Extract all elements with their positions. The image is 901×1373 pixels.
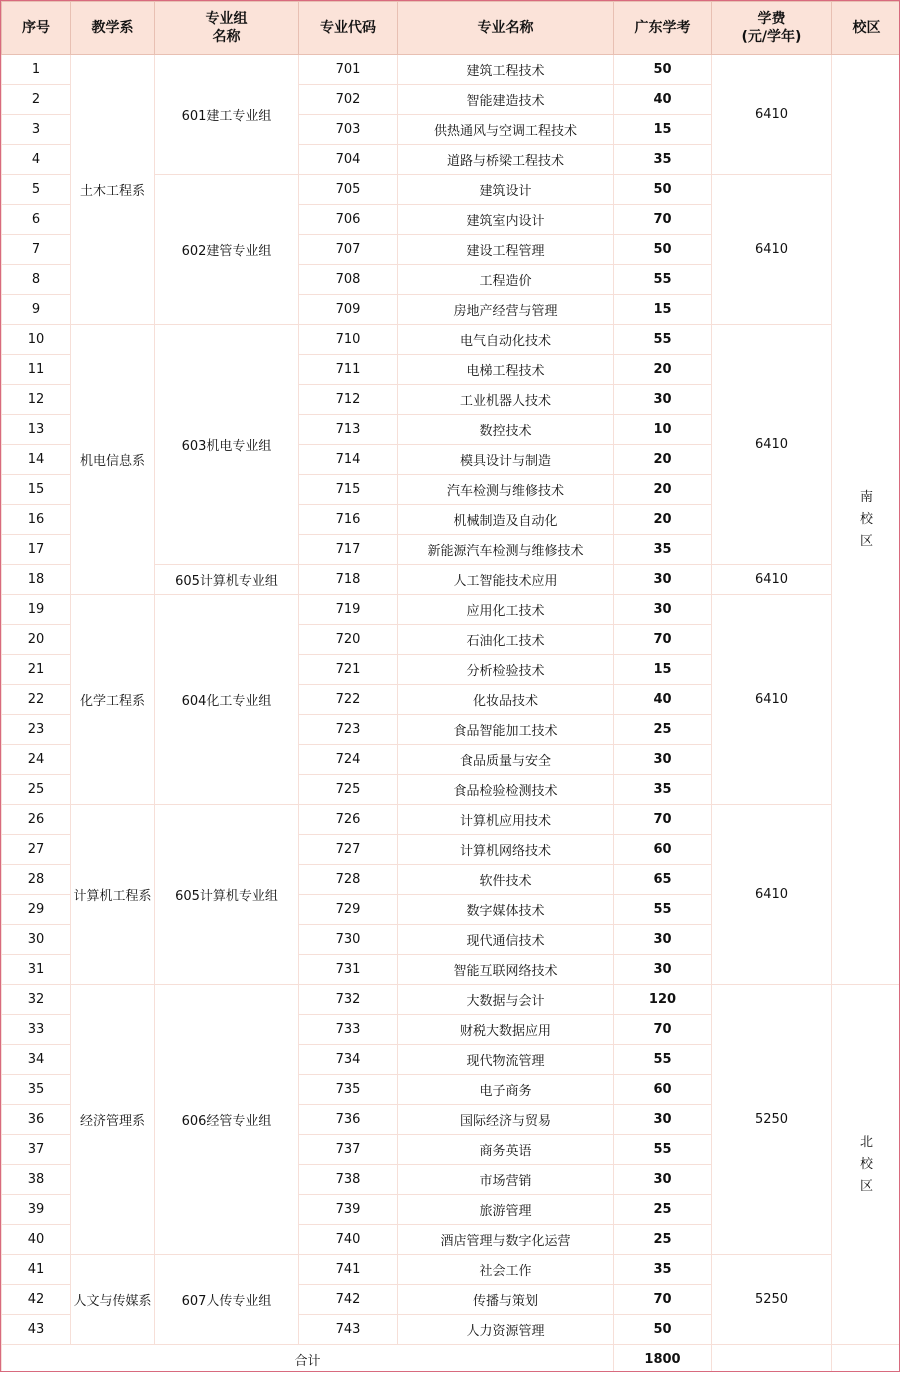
cell-code: 734	[299, 1045, 398, 1075]
cell-quota: 25	[614, 715, 712, 745]
cell-seq: 14	[2, 445, 71, 475]
cell-seq: 18	[2, 565, 71, 595]
cell-code: 715	[299, 475, 398, 505]
cell-code: 704	[299, 145, 398, 175]
cell-code: 739	[299, 1195, 398, 1225]
cell-code: 702	[299, 85, 398, 115]
cell-seq: 30	[2, 925, 71, 955]
cell-code: 705	[299, 175, 398, 205]
cell-code: 722	[299, 685, 398, 715]
cell-seq: 4	[2, 145, 71, 175]
cell-quota: 70	[614, 1285, 712, 1315]
cell-major-name: 电梯工程技术	[398, 355, 614, 385]
cell-code: 712	[299, 385, 398, 415]
cell-quota: 20	[614, 445, 712, 475]
cell-code: 719	[299, 595, 398, 625]
cell-seq: 33	[2, 1015, 71, 1045]
header-fee-line2: (元/学年)	[741, 29, 802, 45]
cell-code: 721	[299, 655, 398, 685]
cell-seq: 39	[2, 1195, 71, 1225]
cell-major-name: 社会工作	[398, 1255, 614, 1285]
cell-quota: 30	[614, 925, 712, 955]
cell-major-name: 市场营销	[398, 1165, 614, 1195]
header-row	[2, 2, 901, 55]
cell-seq: 3	[2, 115, 71, 145]
cell-seq: 12	[2, 385, 71, 415]
cell-code: 726	[299, 805, 398, 835]
cell-major-group: 603机电专业组	[155, 325, 299, 565]
cell-quota: 55	[614, 265, 712, 295]
cell-code: 735	[299, 1075, 398, 1105]
cell-seq: 43	[2, 1315, 71, 1345]
cell-major-name: 机械制造及自动化	[398, 505, 614, 535]
cell-major-name: 新能源汽车检测与维修技术	[398, 535, 614, 565]
cell-seq: 10	[2, 325, 71, 355]
cell-quota: 15	[614, 115, 712, 145]
cell-tuition-fee: 6410	[712, 565, 832, 595]
cell-major-name: 软件技术	[398, 865, 614, 895]
cell-major-name: 模具设计与制造	[398, 445, 614, 475]
cell-quota: 10	[614, 415, 712, 445]
table-row	[2, 55, 901, 85]
campus-char: 校	[859, 511, 873, 527]
cell-quota: 50	[614, 55, 712, 85]
cell-quota: 40	[614, 685, 712, 715]
cell-code: 741	[299, 1255, 398, 1285]
cell-seq: 7	[2, 235, 71, 265]
cell-major-name: 智能互联网络技术	[398, 955, 614, 985]
cell-seq: 26	[2, 805, 71, 835]
cell-major-group: 605计算机专业组	[155, 805, 299, 985]
cell-seq: 11	[2, 355, 71, 385]
total-fee-empty	[712, 1345, 832, 1373]
cell-seq: 15	[2, 475, 71, 505]
cell-seq: 19	[2, 595, 71, 625]
cell-tuition-fee: 6410	[712, 805, 832, 985]
cell-major-name: 建筑工程技术	[398, 55, 614, 85]
cell-seq: 20	[2, 625, 71, 655]
cell-quota: 15	[614, 655, 712, 685]
cell-quota: 70	[614, 805, 712, 835]
cell-major-name: 应用化工技术	[398, 595, 614, 625]
cell-major-name: 工程造价	[398, 265, 614, 295]
header-quota: 广东学考	[614, 2, 712, 55]
cell-code: 742	[299, 1285, 398, 1315]
cell-code: 714	[299, 445, 398, 475]
cell-quota: 70	[614, 205, 712, 235]
cell-tuition-fee: 5250	[712, 985, 832, 1255]
cell-major-name: 智能建造技术	[398, 85, 614, 115]
cell-department: 人文与传媒系	[71, 1255, 155, 1345]
cell-seq: 5	[2, 175, 71, 205]
cell-code: 732	[299, 985, 398, 1015]
cell-major-name: 国际经济与贸易	[398, 1105, 614, 1135]
cell-major-name: 计算机应用技术	[398, 805, 614, 835]
cell-quota: 20	[614, 355, 712, 385]
cell-seq: 17	[2, 535, 71, 565]
cell-quota: 15	[614, 295, 712, 325]
cell-quota: 55	[614, 325, 712, 355]
cell-quota: 30	[614, 745, 712, 775]
cell-quota: 30	[614, 1165, 712, 1195]
total-label: 合计	[2, 1345, 614, 1373]
cell-code: 716	[299, 505, 398, 535]
cell-major-group: 602建管专业组	[155, 175, 299, 325]
cell-quota: 30	[614, 565, 712, 595]
cell-major-name: 旅游管理	[398, 1195, 614, 1225]
cell-seq: 38	[2, 1165, 71, 1195]
cell-quota: 70	[614, 1015, 712, 1045]
cell-quota: 120	[614, 985, 712, 1015]
cell-major-name: 现代物流管理	[398, 1045, 614, 1075]
cell-seq: 31	[2, 955, 71, 985]
cell-seq: 2	[2, 85, 71, 115]
cell-seq: 42	[2, 1285, 71, 1315]
cell-department: 计算机工程系	[71, 805, 155, 985]
cell-code: 707	[299, 235, 398, 265]
cell-quota: 35	[614, 535, 712, 565]
cell-major-name: 建设工程管理	[398, 235, 614, 265]
cell-major-name: 食品质量与安全	[398, 745, 614, 775]
cell-quota: 55	[614, 1045, 712, 1075]
cell-seq: 8	[2, 265, 71, 295]
cell-code: 737	[299, 1135, 398, 1165]
cell-seq: 16	[2, 505, 71, 535]
cell-major-name: 电气自动化技术	[398, 325, 614, 355]
cell-major-name: 传播与策划	[398, 1285, 614, 1315]
cell-quota: 25	[614, 1195, 712, 1225]
cell-major-name: 人工智能技术应用	[398, 565, 614, 595]
cell-major-name: 人力资源管理	[398, 1315, 614, 1345]
cell-major-group: 601建工专业组	[155, 55, 299, 175]
cell-quota: 20	[614, 505, 712, 535]
cell-quota: 70	[614, 625, 712, 655]
header-group-line2: 名称	[212, 29, 241, 45]
cell-seq: 29	[2, 895, 71, 925]
cell-quota: 55	[614, 1135, 712, 1165]
header-group	[155, 2, 299, 55]
total-value: 1800	[614, 1345, 712, 1373]
campus-char: 区	[859, 533, 873, 549]
table-row	[2, 985, 901, 1015]
cell-seq: 28	[2, 865, 71, 895]
cell-quota: 40	[614, 85, 712, 115]
cell-quota: 35	[614, 145, 712, 175]
cell-seq: 9	[2, 295, 71, 325]
cell-seq: 22	[2, 685, 71, 715]
table-row	[2, 805, 901, 835]
cell-quota: 50	[614, 175, 712, 205]
cell-seq: 24	[2, 745, 71, 775]
cell-major-name: 化妆品技术	[398, 685, 614, 715]
cell-seq: 37	[2, 1135, 71, 1165]
cell-tuition-fee: 6410	[712, 325, 832, 565]
table-row	[2, 595, 901, 625]
cell-tuition-fee: 6410	[712, 175, 832, 325]
campus-char: 校	[859, 1156, 873, 1172]
cell-code: 731	[299, 955, 398, 985]
cell-department: 土木工程系	[71, 55, 155, 325]
header-campus: 校区	[832, 2, 901, 55]
cell-major-name: 石油化工技术	[398, 625, 614, 655]
header-dept: 教学系	[71, 2, 155, 55]
cell-major-name: 建筑室内设计	[398, 205, 614, 235]
cell-major-name: 财税大数据应用	[398, 1015, 614, 1045]
cell-seq: 27	[2, 835, 71, 865]
cell-major-name: 分析检验技术	[398, 655, 614, 685]
cell-seq: 36	[2, 1105, 71, 1135]
cell-code: 725	[299, 775, 398, 805]
cell-code: 724	[299, 745, 398, 775]
cell-major-name: 商务英语	[398, 1135, 614, 1165]
cell-code: 727	[299, 835, 398, 865]
table-body	[2, 55, 901, 1345]
cell-quota: 55	[614, 895, 712, 925]
cell-quota: 30	[614, 595, 712, 625]
cell-code: 710	[299, 325, 398, 355]
total-campus-empty	[832, 1345, 901, 1373]
cell-quota: 20	[614, 475, 712, 505]
header-fee	[712, 2, 832, 55]
cell-code: 728	[299, 865, 398, 895]
cell-major-group: 605计算机专业组	[155, 565, 299, 595]
cell-seq: 41	[2, 1255, 71, 1285]
cell-seq: 1	[2, 55, 71, 85]
cell-quota: 35	[614, 775, 712, 805]
cell-code: 720	[299, 625, 398, 655]
cell-seq: 13	[2, 415, 71, 445]
cell-code: 723	[299, 715, 398, 745]
cell-major-name: 数字媒体技术	[398, 895, 614, 925]
cell-major-name: 房地产经营与管理	[398, 295, 614, 325]
cell-major-name: 酒店管理与数字化运营	[398, 1225, 614, 1255]
admission-plan-table	[1, 1, 900, 1372]
cell-department: 经济管理系	[71, 985, 155, 1255]
cell-quota: 30	[614, 955, 712, 985]
cell-code: 717	[299, 535, 398, 565]
campus-char: 南	[859, 489, 873, 505]
cell-quota: 25	[614, 1225, 712, 1255]
cell-seq: 25	[2, 775, 71, 805]
cell-major-name: 电子商务	[398, 1075, 614, 1105]
cell-quota: 30	[614, 385, 712, 415]
cell-seq: 40	[2, 1225, 71, 1255]
cell-code: 743	[299, 1315, 398, 1345]
total-row	[2, 1345, 901, 1373]
cell-tuition-fee: 6410	[712, 595, 832, 805]
campus-char: 北	[859, 1134, 873, 1150]
cell-code: 736	[299, 1105, 398, 1135]
cell-code: 740	[299, 1225, 398, 1255]
header-major: 专业名称	[398, 2, 614, 55]
cell-quota: 65	[614, 865, 712, 895]
cell-major-name: 汽车检测与维修技术	[398, 475, 614, 505]
cell-major-name: 食品检验检测技术	[398, 775, 614, 805]
cell-major-name: 大数据与会计	[398, 985, 614, 1015]
cell-major-group: 607人传专业组	[155, 1255, 299, 1345]
cell-seq: 23	[2, 715, 71, 745]
cell-major-name: 工业机器人技术	[398, 385, 614, 415]
cell-tuition-fee: 5250	[712, 1255, 832, 1345]
cell-quota: 50	[614, 1315, 712, 1345]
cell-seq: 35	[2, 1075, 71, 1105]
cell-code: 703	[299, 115, 398, 145]
cell-major-name: 建筑设计	[398, 175, 614, 205]
cell-quota: 60	[614, 835, 712, 865]
cell-code: 711	[299, 355, 398, 385]
cell-department: 化学工程系	[71, 595, 155, 805]
cell-tuition-fee: 6410	[712, 55, 832, 175]
cell-major-group: 606经管专业组	[155, 985, 299, 1255]
cell-code: 730	[299, 925, 398, 955]
cell-major-name: 现代通信技术	[398, 925, 614, 955]
cell-code: 733	[299, 1015, 398, 1045]
cell-seq: 21	[2, 655, 71, 685]
cell-code: 738	[299, 1165, 398, 1195]
cell-campus	[832, 985, 901, 1345]
table-row	[2, 325, 901, 355]
header-code: 专业代码	[299, 2, 398, 55]
cell-code: 713	[299, 415, 398, 445]
cell-quota: 60	[614, 1075, 712, 1105]
cell-seq: 6	[2, 205, 71, 235]
cell-major-name: 数控技术	[398, 415, 614, 445]
cell-major-name: 道路与桥梁工程技术	[398, 145, 614, 175]
cell-department: 机电信息系	[71, 325, 155, 595]
cell-code: 718	[299, 565, 398, 595]
cell-code: 706	[299, 205, 398, 235]
cell-major-name: 计算机网络技术	[398, 835, 614, 865]
cell-major-name: 供热通风与空调工程技术	[398, 115, 614, 145]
cell-quota: 30	[614, 1105, 712, 1135]
header-seq: 序号	[2, 2, 71, 55]
campus-char: 区	[859, 1178, 873, 1194]
header-group-line1: 专业组	[205, 11, 248, 27]
header-fee-line1: 学费	[757, 11, 786, 27]
cell-quota: 50	[614, 235, 712, 265]
cell-code: 729	[299, 895, 398, 925]
cell-code: 709	[299, 295, 398, 325]
cell-seq: 32	[2, 985, 71, 1015]
cell-code: 701	[299, 55, 398, 85]
cell-major-group: 604化工专业组	[155, 595, 299, 805]
cell-code: 708	[299, 265, 398, 295]
cell-major-name: 食品智能加工技术	[398, 715, 614, 745]
cell-seq: 34	[2, 1045, 71, 1075]
cell-quota: 35	[614, 1255, 712, 1285]
table-row	[2, 1255, 901, 1285]
cell-campus	[832, 55, 901, 985]
